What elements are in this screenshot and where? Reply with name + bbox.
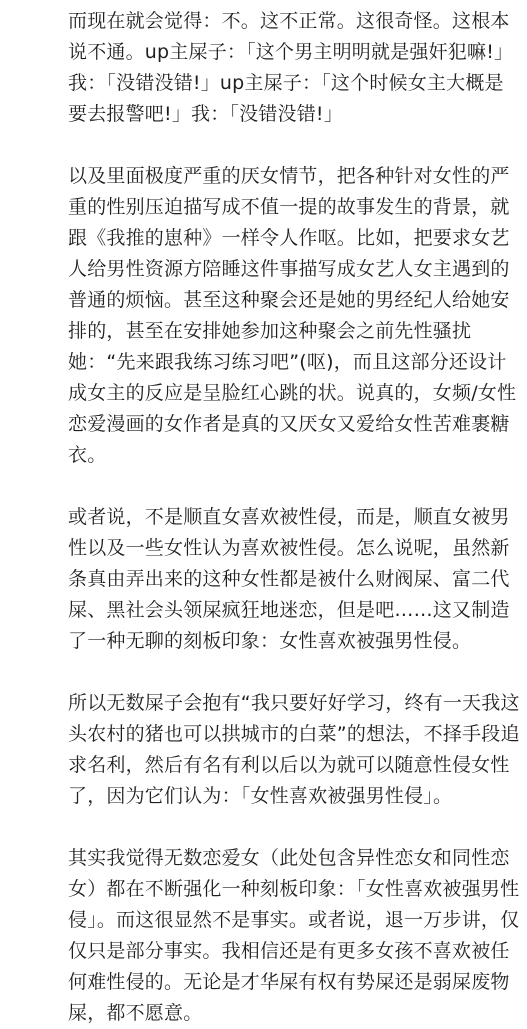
article-body [68,6,520,1029]
paragraph-1: 而现在就会觉得：不。这不正常。这很奇怪。这根本说不通。up主屎子：「这个男主明明就是强奸犯嘛!」我：「没错没错!」up主屎子：「这个时候女主大概是要去报警吧!」我：「没错没错!」 [68,10,514,125]
paragraph-5: 其实我觉得无数恋爱女（此处包含异性恋女和同性恋女）都在不断强化一种刻板印象：「女性喜欢被强男性侵」。而这很显然不是事实。或者说，退一万步讲，仅仅只是部分事实。我相信还是有更多女孩不喜欢被任何难性侵的。无论是才华屎有权有势屎还是弱屎废物屎，都不愿意。 [68,847,520,1024]
paragraph-2: 以及里面极度严重的厌女情节，把各种针对女性的严重的性别压迫描写成不值一提的故事发生的背景，就跟《我推的崽种》一样令人作呕。比如，把要求女艺人给男性资源方陪睡这件事描写成女艺人女主遇到的普通的烦恼。甚至这种聚会还是她的男经纪人给她安排的，甚至在安排她参加这种聚会之前先性骚扰她：“先来跟我练习练习吧”(呕)，而且这部分还设计成女主的反应是呈脸红心跳的状。说真的，女频/女性恋爱漫画的女作者是真的又厌女又爱给女性苦难裹糖衣。 [68,165,517,466]
paragraph-3: 或者说，不是顺直女喜欢被性侵，而是，顺直女被男性以及一些女性认为喜欢被性侵。怎么说呢，虽然新条真由弄出来的这种女性都是被什么财阀屎、富二代屎、黑社会头领屎疯狂地迷恋，但是吧……这又制造了一种无聊的刻板印象：女性喜欢被强男性侵。 [68,506,510,652]
paragraph-4: 所以无数屎子会抱有“我只要好好学习，终有一天我这头农村的猪也可以拱城市的白菜”的想法，不择手段追求名利，然后有名有利以后以为就可以随意性侵女性了，因为它们认为：「女性喜欢被强男性侵」。 [68,692,520,807]
